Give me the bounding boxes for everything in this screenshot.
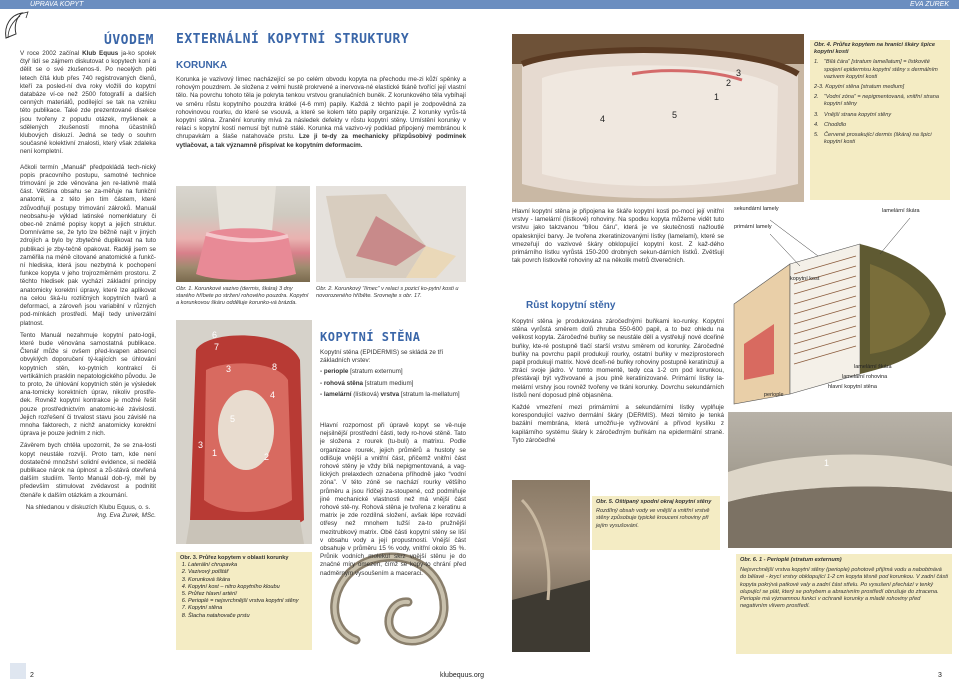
- wall-growth-text: [512, 318, 724, 445]
- intro-p2: Ačkoli termín „Manuál“ předpokládá tech-nický popis pracovního postupu, samotné technice trimování je zde věnována jen re-lativně malá část. Většina obsahu se za-měřuje na funkční anatomii, a z této jen tím částem, které zdůvodňují postupy trimování zákroků. Manuál neobsahu-je výklad latinské nomenklatury či obec-ně známé popisy kopyt a jejich struktur. Domníváme se, že tyto lze běžně najít v jiných zdrojích a bylo by zbytečné duplikovat na tuto publikaci je zby-tečně opakovat. Raději jsem se zaměřila na méně citované anatomické a funkč-ní hlediska, která jsou nezbytná k pochopení funkce kopyta v jeho trojrozměrném prostoru. Z těchto hledisek pak vychází základní principy anatomicky korektní úpravy, které lze aplikovat na celou šká-lu rozličných kopytních tvarů a deformací, a zároveň jsou variabilní v různých pod-mínkách prostředí. Mají tedy univerzální platnost.: [20, 163, 156, 327]
- fig4-label-2: 2: [726, 78, 732, 88]
- fig6-caption-text: Nejsvrchnější vrstva kopytní stěny (periople) pohotově přijímá vodu a nabobtnává do bělavé - krycí vrstvy obklopující 1-2 cm kopyta těsně pod korunkou. V zadní části kopyta pokrývá patkové valy a zadní část střelu. Po vysušení přechází v tenký olupující se plát, který se pohybem a abrazivním prostředí obrušuje do ztracena. Periople má významnou funkci v ochraně korunky a mladé rohoviny před negativním vlivem prostředí.: [740, 567, 949, 610]
- fig6-caption-title: Obr. 6. 1 - Perioplé (stratum externum): [740, 557, 842, 563]
- fig3-label-2: 2: [264, 452, 270, 462]
- intro-p3: Tento Manuál nezahrnuje kopytní pato-logii, které bude věnována samostatná publikace. Čtenář může si ovšem před-kvapen absencí obvyklých doporučení tý-kajících se úhlování kopytních stěn, ko-pytních kontrakcí či vertikálních prasklin nepatologického původu. Je to proto, že úhlování kopytních stěn je výsledek ana-tomicky korektních úprav, nikoliv prostře-dek. Rovněž kopytní kontrakce je možné řešit pouze prostřednictvím anatomic-ké závislosti. Jejich rozřešení či trvalost stavu jsou závislé na mnoha faktorech, z nichž anatomicky korektní úprava je pouze jedním z nich.: [20, 331, 156, 438]
- fig4-item-4: 3. Vnější strana kopytní stěny: [814, 111, 892, 118]
- footer-site: klubequus.org: [440, 672, 484, 679]
- hoof-wall-layer-2: - rohová stěna [stratum medium]: [320, 379, 414, 387]
- fig4-item-3: 2. “Vodní zóna” = nepigmentovaná, vnitřní strana kopytní stěny: [814, 94, 939, 108]
- header-right-label: EVA ZUREK: [909, 1, 949, 8]
- fig5-caption-box: [592, 496, 720, 550]
- fig6-periople-photo: [728, 412, 952, 548]
- wall-growth-p1: Kopytní stěna je produkována záročeďnými buňkami ko-runky. Kopytní stěna vyrůstá směrem dolů zhruba 550-600 papil, a to bez ohledu na velikost kopyta. Záročeďné buňky se neustále dělí a vystřelují nové dceřiné buňky, kte-ré postupně tlačí starší vrstvu směrem od korunky. Záročeďné buňky na povrchu papil produkují rourky, ostatní buňky v mezíprostorech papil produkují matrix. Nové dceři-né buňky rohoviny postupně keratinizují a ztrácí svoje jádro. V tomto momentě, tedy cca 1-2 cm pod korunkou, přestávají být vyživované a jsou plně keratinizované. Primární lístky la-melární vrstvy jsou rovněž tvořeny ve tkáni korunky. Dovrchu sekundárních lístků není doposud plně objasněna.: [512, 318, 724, 399]
- fig1-caption: Obr. 1. Korunkové vazivo (dermis, škára) 3 dny starého hříbete po stržení rohového pouzdra. Kopytní a korunkovou škáru odděluje korunko-vá brázda.: [176, 286, 309, 307]
- wall-growth-title: Růst kopytní stěny: [526, 300, 616, 311]
- intro-body: [20, 50, 156, 520]
- header-left-label: ÚPRAVA KOPYT: [30, 1, 84, 8]
- diagram-label-secondary-lamellae: sekundární lamely: [734, 206, 779, 212]
- intro-title: ÚVODEM: [104, 33, 154, 48]
- diagram-label-coffin-bone: kopytní kost: [790, 276, 820, 282]
- lamellae-diagram: [730, 204, 952, 408]
- header-bar: [0, 0, 959, 9]
- fig4-item-2: 2-3. Kopytní stěna [stratum medium]: [814, 84, 905, 91]
- wall-growth-p2: Každé vmezření mezi primárními a sekundárními lístky vyplňuje korespondující vazivo dermální škáry (DERMIS). Mezi těmito je tenká bazální membrána, která umožňu-je vyživování a přívod kyslíku z kapilárního systému škáry k záročeďným buňkám na epidermální straně. Tyto záročeďné: [512, 404, 724, 444]
- fig3-label-8: 8: [272, 362, 278, 372]
- fig3-label-5: 5: [230, 414, 236, 424]
- fig3-label-3b: 3: [198, 440, 204, 450]
- fig4-item-5: 4. Chodidlo: [814, 121, 847, 128]
- fig6-caption-box: [736, 554, 952, 654]
- fig3-item-3: 3. Korunková škára: [188, 577, 308, 584]
- hoof-wall-layer-3: - lamelární (lístková) vrstva [stratum la-mellatum]: [320, 390, 460, 398]
- fig3-caption-title: Obr. 3. Průřez kopytem v oblasti korunky: [180, 555, 289, 561]
- intro-p4: Závěrem bych chtěla upozornit, že se zna-losti kopyt neustále rozvíjí. Proto tam, kde není dostatečné množství solidní evidence, si nedělá publikace nárok na úplnost a zů-stává otevřená dalším studiím. Tento Manuál dob-rý, měl by především stimulovat zvědavost a podnítit čtenáře k dalším otázkám a zkoumání.: [20, 442, 156, 499]
- fig4-label-3: 3: [736, 68, 742, 78]
- diagram-label-periople: periople: [764, 392, 784, 398]
- diagram-label-main-wall: hlavní kopytní stěna: [828, 384, 877, 390]
- fig3-item-7: 7. Kopytní stěna: [188, 605, 308, 612]
- fig4-label-1: 1: [714, 92, 720, 102]
- fig4-label-5: 5: [672, 110, 678, 120]
- fig3-crosssection-photo: [176, 320, 312, 544]
- fig3-label-3a: 3: [226, 364, 232, 374]
- page-number-right: 3: [938, 672, 942, 679]
- fig5-caption-text: Rozdílný obsah vody ve vnější a vnitřní vrstvě stěny způsobuje typické krouceni rohoviny při jejím vysušování.: [596, 508, 710, 529]
- fig4-caption-box: [810, 40, 950, 200]
- intro-sign-1: Na shledanou v diskuzích Klubu Equus, o. s.: [25, 503, 151, 511]
- hoof-wall-layer-1: - periople [stratum externum]: [320, 368, 403, 376]
- hoof-wall-layers: [320, 349, 466, 399]
- diagram-label-lamellar-horn: lamelární rohovina: [842, 374, 888, 380]
- fig4-item-1: 1. “Bílá čára” [stratum lamellatum] = lístkovité spojení epidermisu kopytní stěny s dermálním vazivem kopytní kosti: [814, 59, 938, 80]
- fig3-label-7: 7: [214, 342, 220, 352]
- fig3-item-6: 6. Perioplé = nejsvrchnější vrstva kopytní stěny: [188, 598, 308, 605]
- fig4-label-4: 4: [600, 114, 606, 124]
- fig3-item-1: 1. Laterální chrupavka: [188, 562, 308, 569]
- fig3-label-1: 1: [212, 448, 218, 458]
- fig3-item-2: 2. Vazivový polštář: [188, 569, 308, 576]
- fig4-item-6: 5. Červené prosakující dermis (škára) na špici kopytní kosti: [814, 132, 932, 146]
- fig6-label-1: 1: [824, 458, 830, 468]
- diagram-label-primary-lamellae: primární lamely: [734, 224, 772, 230]
- fig4-caption-title: Obr. 4. Průřez kopytem na hranici škáry špice kopytní kosti: [814, 42, 935, 56]
- fig2-newborn-hoof-photo: [316, 186, 466, 282]
- diagram-label-lamellar-dermis-top: lamelární škára: [882, 208, 920, 214]
- lamellar-text: Hlavní kopytní stěna je připojena ke škáře kopytní kosti po-mocí její vnitřní vrstvy - lamelární (lístkové) rohoviny. Na spodku kopyta můžeme vidět tuto vrstvu jako takzvanou “bílou čáru”, která je ve skutečnosti nažloutlé opalesknjící barvy. Je tvořena zkeratinizovanými lístky (lamelami), které se vmezeřují do vazivové škáry obklopující kopytní kost. Z kaž-dého primárního lístku vyrůstá 150-200 drobných sekun-dárních lístků. Zvětšují tak povrch lístkovité rohoviny až na několik metrů čtverečních.: [512, 208, 724, 265]
- hoof-wall-lead: Kopytní stěna (EPIDERMIS) se skládá ze tří základních vrstev:: [320, 349, 444, 365]
- hoof-wall-title: KOPYTNÍ STĚNA: [320, 330, 421, 344]
- fig2-caption: Obr. 2. Korunkový “límec” v relaci s pozicí ko-pytní kosti u novorozeného hříběte. Srovnejte s obr. 17.: [316, 286, 459, 300]
- fig4-hoof-section-photo: [512, 34, 804, 202]
- fig3-item-5: 5. Průřez hlavní artérií: [188, 591, 308, 598]
- intro-sign-2: Ing. Eva Zurek, MSc.: [97, 511, 156, 519]
- fig5-caption-title: Obr. 5. Oštípaný spodní okraj kopytní stěny: [596, 499, 712, 505]
- diagram-label-lamellar-dermis: lamelární škára: [854, 364, 892, 370]
- fig3-item-4: 4. Kopytní kost – nitro kopytního kloubu: [188, 584, 308, 591]
- fig3-caption-box: [176, 552, 312, 650]
- korunka-text: Korunka je vazivový límec nacházející se po celém obvodu kopyta na přechodu me-zi kůží spěnky a rohovým pouzdrem. Je složena z velmi hustě prokrvené a inervova-né elastické tkáně tvořící její vlastní tělo. Na povrchu tohoto těla je pokryta tenkou vrstvou granulačních buněk. Z korunkového těla vybíhají ve směru růstu kopytního pouzdra krátké (4-6 mm) papily. Každá z těchto papil je zodpovědná za rohovinovou rourku, do které se vsouvá, a které se kolem této papily organizuje. Z korunky vyrůs-tá kopytní stěna. Zranění korunky mívá za následek defekty v růstu kopytní stěny. Umístění korunky v relaci s kopytní kostí nemusí být nutně stálé. Korunka má vazivo-vý podklad připojený membránou k chrupavkám a šlaše natahovače prstu. Lze ji te-dy za mechanicky přizpůsobivý podmínek vytlačovat, a tak významně přispívat ke kopytním deformacím.: [176, 76, 466, 149]
- korunka-title: KORUNKA: [176, 60, 228, 71]
- fig3-label-4: 4: [270, 390, 276, 400]
- fig1-foal-hoof-photo: [176, 186, 310, 282]
- hoof-wall-body: Hlavní rozpornost při úpravě kopyt se vě-nuje nejsilnější prostřední části, tedy ro-hové stěně. Tato je složena z rourek (tu-buli) a matrixu. Podle organizace rourek, jejich průměrů a hustoty se odlišuje vnější a vnitřní část, přičemž vnitřní část rohové stěny je vždy bílá nepigmentovaná, a vag-lických prelaxdech označena příhodně jako “vodní zóna”. V této zóně se nachází rourky většího průměru a jsou řídčeji za-stoupené, což podmiňuje jiné mechanické vlastnosti než má vnější část rohové stě-ny. Rohová stěna je tvořena z keratinu a matrix je zde rozdílná složení, avšak lépe rozvádí otřesy než mnohem tužší za-to pružnější mezitrubkový matrix. Obě části kopytní stěny se liší v obsahu vody a její propustnosti. Vnější část obsahuje v průměru 15 % vody, vnitřní okolo 35 %. Průnik vodních molekul skrz vnější stěnu je do značné míry omezen, čímž se kopy-to chrání před nadměrným vysoušením a maceraci.: [320, 422, 466, 577]
- intro-p1: V roce 2002 začínal Klub Equus ja-ko spolek čtyř lidí se zájmem diskutovat o kopytech koní a dělit se o své zkušenos-ti. Po necelých pěti letech čítá klub přes 740 registrovaných členů, kteří za posled-ní dva roky vložili do kopytní databáze ví-ce než 2500 fotografií a dalších cenných materiálů, podílející se tak na vzniku této publikace. Také zde prezentované disekce jsou tvořeny z popudu otázek, myšlenek a sdělených zkušeností mnoha účastníků klubových diskuzí. Jedná se tedy o souhrn současné kolektivní znalosti, který však zdaleka není kompletní.: [20, 50, 156, 156]
- corner-decoration: [10, 663, 26, 679]
- page-number-left: 2: [30, 672, 34, 679]
- external-structures-title: EXTERNÁLNÍ KOPYTNÍ STRUKTURY: [176, 32, 410, 47]
- fig5-chipped-wall-photo: [512, 480, 590, 652]
- fig3-item-8: 8. Šlacha natahovače prstu: [188, 613, 308, 620]
- fig3-label-6: 6: [212, 330, 218, 340]
